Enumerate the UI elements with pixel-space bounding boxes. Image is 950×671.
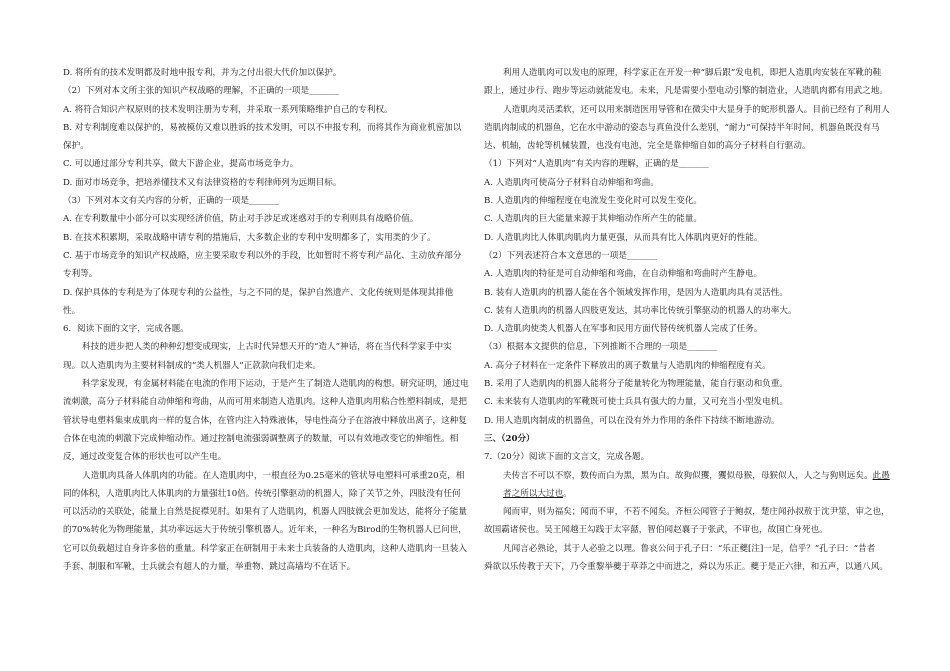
line-gap [484, 427, 884, 434]
text-line [484, 562, 888, 573]
line-gap [63, 299, 463, 306]
line-gap [484, 97, 884, 104]
line-gap [484, 536, 884, 543]
text-line [63, 159, 463, 170]
line-text: C. 人造肌肉的巨大能量来源于其伸缩动作所产生的能量。 [484, 214, 702, 225]
line-gap [484, 116, 884, 123]
line-gap [484, 170, 884, 177]
line-text: 手套、制服和军靴，士兵就会有超人的力量，举重物、跳过高墙均不在话下。 [63, 562, 356, 573]
text-line [63, 361, 463, 372]
line-gap [484, 482, 884, 489]
line-gap [63, 280, 463, 287]
text-line [63, 196, 463, 207]
line-gap [63, 116, 463, 123]
line-text: D. 人造肌肉比人体肌肉肌肉力量更强，从而具有比人体肌肉更好的性能。 [484, 232, 763, 243]
line-text: A. 高分子材料在一定条件下释放出的离子数量与人造肌肉的伸缩程度有关。 [484, 360, 771, 371]
text-line [484, 288, 884, 299]
line-text: 6．阅读下面的文字，完成各题。 [63, 324, 189, 335]
text-line [484, 68, 884, 79]
text-line [63, 178, 463, 189]
line-text: 科技的进步把人类的种种幻想变成现实，上古时代异想天开的“造人”神话，将在当代科学家手中实 [82, 342, 452, 353]
line-text: 三、（20分） [484, 433, 535, 444]
line-gap [63, 555, 463, 562]
line-gap [484, 372, 884, 379]
line-text: 7.（20分）阅读下面的文言文，完成各题。 [484, 452, 650, 463]
line-text: （1）下列对“人造肌肉”有关内容的理解，正确的是_______ [484, 159, 709, 170]
underlined-text: 此愚 [872, 470, 890, 481]
text-line [484, 544, 884, 555]
right-column [484, 68, 890, 573]
line-gap [63, 134, 463, 141]
line-text: 人造肌肉灵活柔软，还可以用来制造医用导管和在微尖中大显身手的蛇形机器人。目前已经有了利用人 [503, 104, 890, 115]
line-text: 性。 [63, 305, 81, 316]
text-line [484, 233, 884, 244]
text-line [63, 251, 463, 262]
line-text: 闻而审，则为福矣；闻而不审，不若不闻矣。齐桓公闻管子于鲍叔，楚庄闻孙叔敖于沈尹筮，审之也， [503, 507, 890, 518]
line-gap [63, 536, 463, 543]
line-text: 流刺激，高分子材料能自动伸缩和弯曲，从而可用来制造人造肌肉。这种人造肌肉用粘合性塑料制成，是把 [63, 397, 467, 408]
text-line [484, 159, 884, 170]
line-gap [63, 225, 463, 232]
text-line [484, 470, 890, 482]
text-line [63, 507, 467, 518]
line-text: A. 在专利数量中小部分可以实现经济价值，防止对手涉足或迷惑对手的专利则具有战略价值。 [63, 214, 419, 225]
line-gap [63, 372, 463, 379]
line-text: 利用人造肌肉可以发电的原理，科学家正在开发一种“脚后跟”发电机，即把人造肌肉安装在军靴的鞋 [503, 68, 882, 78]
line-gap [63, 463, 463, 470]
line-text: B. 人造肌肉的伸缩程度在电流发生变化时可以发生变化。 [484, 196, 703, 207]
line-gap [484, 463, 884, 470]
line-gap [484, 299, 884, 306]
line-text: 它可以负载超过自身许多倍的重量。科学家正在研制用于未来士兵装备的人造肌肉，这种人造肌肉一旦装入 [63, 543, 467, 554]
text-line [63, 397, 467, 408]
text-line [484, 324, 884, 335]
text-line [63, 306, 463, 317]
line-text: 达、机轴，齿轮等机械装置，也没有电池，完全是靠伸缩自如的高分子材料自行驱动。 [484, 141, 811, 152]
line-gap [484, 555, 884, 562]
line-text: （3）下列对本文有关内容的分析，正确的一项是_______ [63, 196, 280, 207]
line-gap [484, 225, 884, 232]
line-gap [63, 189, 463, 196]
line-text: A. 人造肌肉可使高分子材料自动伸缩和弯曲。 [484, 177, 659, 188]
text-line [63, 525, 467, 536]
line-text: C. 装有人造肌肉的机器人四肢更发达，其功率比传统引擎驱动的机器人的功率大。 [484, 305, 797, 316]
text-line [63, 68, 463, 79]
line-text: C. 未来装有人造肌肉的军靴既可使士兵具有强大的力量，又可充当小型发电机。 [484, 397, 788, 408]
line-text: B. 在技术积累期，采取战略申请专利的措施后，大多数企业的专利中发明都多了，实用类的少了。 [63, 232, 436, 243]
text-line [63, 214, 463, 225]
text-line [63, 269, 463, 280]
text-line [484, 214, 884, 225]
line-text: B. 对专利制度难以保护的，易被模仿又难以胜诉的技术发明，可以不申报专利，而将其作为商业机密加以 [63, 122, 462, 133]
text-line [63, 86, 463, 97]
line-text: 反，通过改变复合体的形状也可以产生电。 [63, 452, 227, 463]
line-gap [484, 280, 884, 287]
text-line [484, 178, 884, 189]
line-text: 造肌肉制成的机器鱼，它在水中游动的姿态与真鱼没什么差别，“耐力”可保持半年时间，机器鱼既没有马 [484, 122, 880, 133]
line-text: （3）根据本文提供的信息，下列推断不合理的一项是_______ [484, 342, 718, 353]
text-line [484, 416, 884, 427]
line-text: （2）下列对本文所主张的知识产权战略的理解，不正确的一项是_______ [63, 86, 340, 97]
line-gap [63, 482, 463, 489]
text-line [63, 543, 467, 555]
line-gap [63, 170, 463, 177]
line-text: A. 人造肌肉的特征是可自动伸缩和弯曲，在自动伸缩和弯曲时产生静电。 [484, 269, 763, 280]
line-text: 凡闻言必熟论，其于人必验之以理。鲁哀公问于孔子曰：“乐正夔[注]一足，信乎？”孔子曰：“昔者 [503, 543, 876, 554]
line-text: 保护。 [63, 141, 89, 152]
text-line [63, 288, 463, 299]
text-line [484, 123, 884, 134]
line-text: 跟上，通过步行、跑步等运动就能发电。未来，凡是需要小型电动引擎的制造业，人造肌肉都有用武之地。 [484, 86, 888, 97]
line-text: （2）下列表述符合本文意思的一项是_______ [484, 250, 658, 261]
text-line [484, 251, 884, 262]
text-line [484, 434, 884, 445]
line-text: 管状导电塑料集束成肌肉一样的复合体，在管内注入特殊液体，导电性高分子在溶液中释放出离子，这种复 [63, 415, 467, 426]
line-gap [484, 189, 884, 196]
text-line [63, 471, 463, 482]
line-text: D. 保护具体的专利是为了体现专利的公益性，与之不同的是，保护自然遗产、文化传统则是体现其排他 [63, 287, 454, 298]
line-text: 合体在电流的刺激下完成伸缩动作。通过控制电流强弱调整离子的数量，可以有效地改变它的伸缩性。相 [63, 433, 459, 444]
underlined-text: 者之所以大过也 [503, 488, 564, 499]
text-line [484, 141, 884, 152]
line-text: 故国霸诸侯也。吴王闻越王勾践于太宰嚭，智伯闻赵襄子于张武，不审也，故国亡身死也。 [484, 525, 828, 536]
text-line [484, 361, 884, 372]
text-line [63, 342, 463, 353]
text-line [484, 525, 884, 536]
line-text: 可以活动的关联处，能量上自然是捉襟见肘。如果有了人造肌肉，机器人四肢就会更加发达，能将分子能量 [63, 507, 467, 518]
line-text: D. 面对市场竞争，把培养懂技术又有法律资格的专利律师列为远期目标。 [63, 177, 342, 188]
line-text: B. 装有人造肌肉的机器人能在各个领域发挥作用，是因为人造肌肉具有灵活性。 [484, 287, 788, 298]
line-text: 舜欲以乐传教于天下，乃令重黎举夔于草莽之中而进之，舜以为乐正。夔于是正六律，和五声，以通八风。 [484, 562, 888, 573]
line-text: 现。以人造肌肉为主要材料制成的“类人机器人”正款款向我们走来。 [63, 360, 322, 371]
text-line [63, 379, 469, 390]
line-text: 夫传言不可以不察，数传而白为黑，黑为白。故狗似玃，玃似母猴，母猴似人，人之与狗则远矣。 [503, 470, 873, 481]
line-text: C. 基于市场竞争的知识产权战略，应主要采取专利以外的手段，比如暂时不将专利产品化、主动放弃部分 [63, 250, 462, 261]
text-line [484, 489, 884, 500]
text-line [63, 324, 463, 335]
text-line [63, 434, 463, 445]
line-text: 的70%转化为物理能量，其功率远远大于传统引擎机器人。近年来，一种名为Birod的生物机器人已问世， [63, 525, 467, 536]
text-line [484, 104, 890, 116]
line-text: B. 采用了人造肌肉的机器人能将分子能量转化为物理能量，能自行驱动和负重。 [484, 379, 788, 390]
line-gap [484, 244, 884, 251]
line-text: D. 用人造肌肉制成的机器鱼，可以在没有外力作用的条件下持续不断地游动。 [484, 415, 780, 426]
text-line [63, 415, 467, 427]
text-line [63, 233, 463, 244]
text-line [484, 507, 890, 518]
text-line [484, 452, 884, 463]
line-gap [63, 408, 463, 415]
text-line [484, 86, 888, 97]
left-column [63, 68, 469, 573]
line-gap [63, 427, 463, 434]
text-line [63, 105, 463, 116]
line-gap [63, 262, 463, 269]
text-line [63, 489, 463, 500]
line-gap [63, 244, 463, 251]
line-text: D. 将所有的技术发明都及时地申报专利，并为之付出很大代价加以保护。 [63, 68, 342, 78]
text-line [484, 306, 884, 317]
line-gap [484, 408, 884, 415]
text-line [484, 269, 884, 280]
text-line [63, 452, 463, 463]
line-text: 科学家发现，有金属材料能在电流的作用下运动，于是产生了制造人造肌肉的构想。研究证明，通过电 [82, 379, 469, 390]
text-line [63, 141, 463, 152]
text-line [63, 562, 463, 573]
text-line [484, 342, 884, 353]
text-line [484, 397, 884, 408]
line-text: 同的体积，人造肌肉比人体肌肉的力量强壮10倍。传统引擎驱动的机器人，除了关节之外，四肢没有任何 [63, 488, 461, 499]
line-text: C. 可以通过部分专利共享，做大下游企业，提高市场竞争力。 [63, 159, 299, 170]
text-line [484, 379, 884, 390]
line-text: 专利等。 [63, 269, 98, 280]
text-tail: 。 [563, 488, 572, 499]
line-gap [63, 97, 463, 104]
line-text: A. 将符合知识产权原则的技术发明注册为专利，并采取一系列策略维护自己的专利权。 [63, 104, 393, 115]
line-gap [63, 353, 463, 360]
text-line [484, 196, 884, 207]
line-text: D. 人造肌肉使类人机器人在军事和民用方面代替传统机器人完成了任务。 [484, 324, 763, 335]
text-line [63, 123, 463, 134]
line-text: 人造肌肉具备人体肌肉的功能。在人造肌肉中，一根直径为0.25毫米的管状导电塑料可承重20克，相 [82, 470, 465, 481]
line-gap [484, 353, 884, 360]
